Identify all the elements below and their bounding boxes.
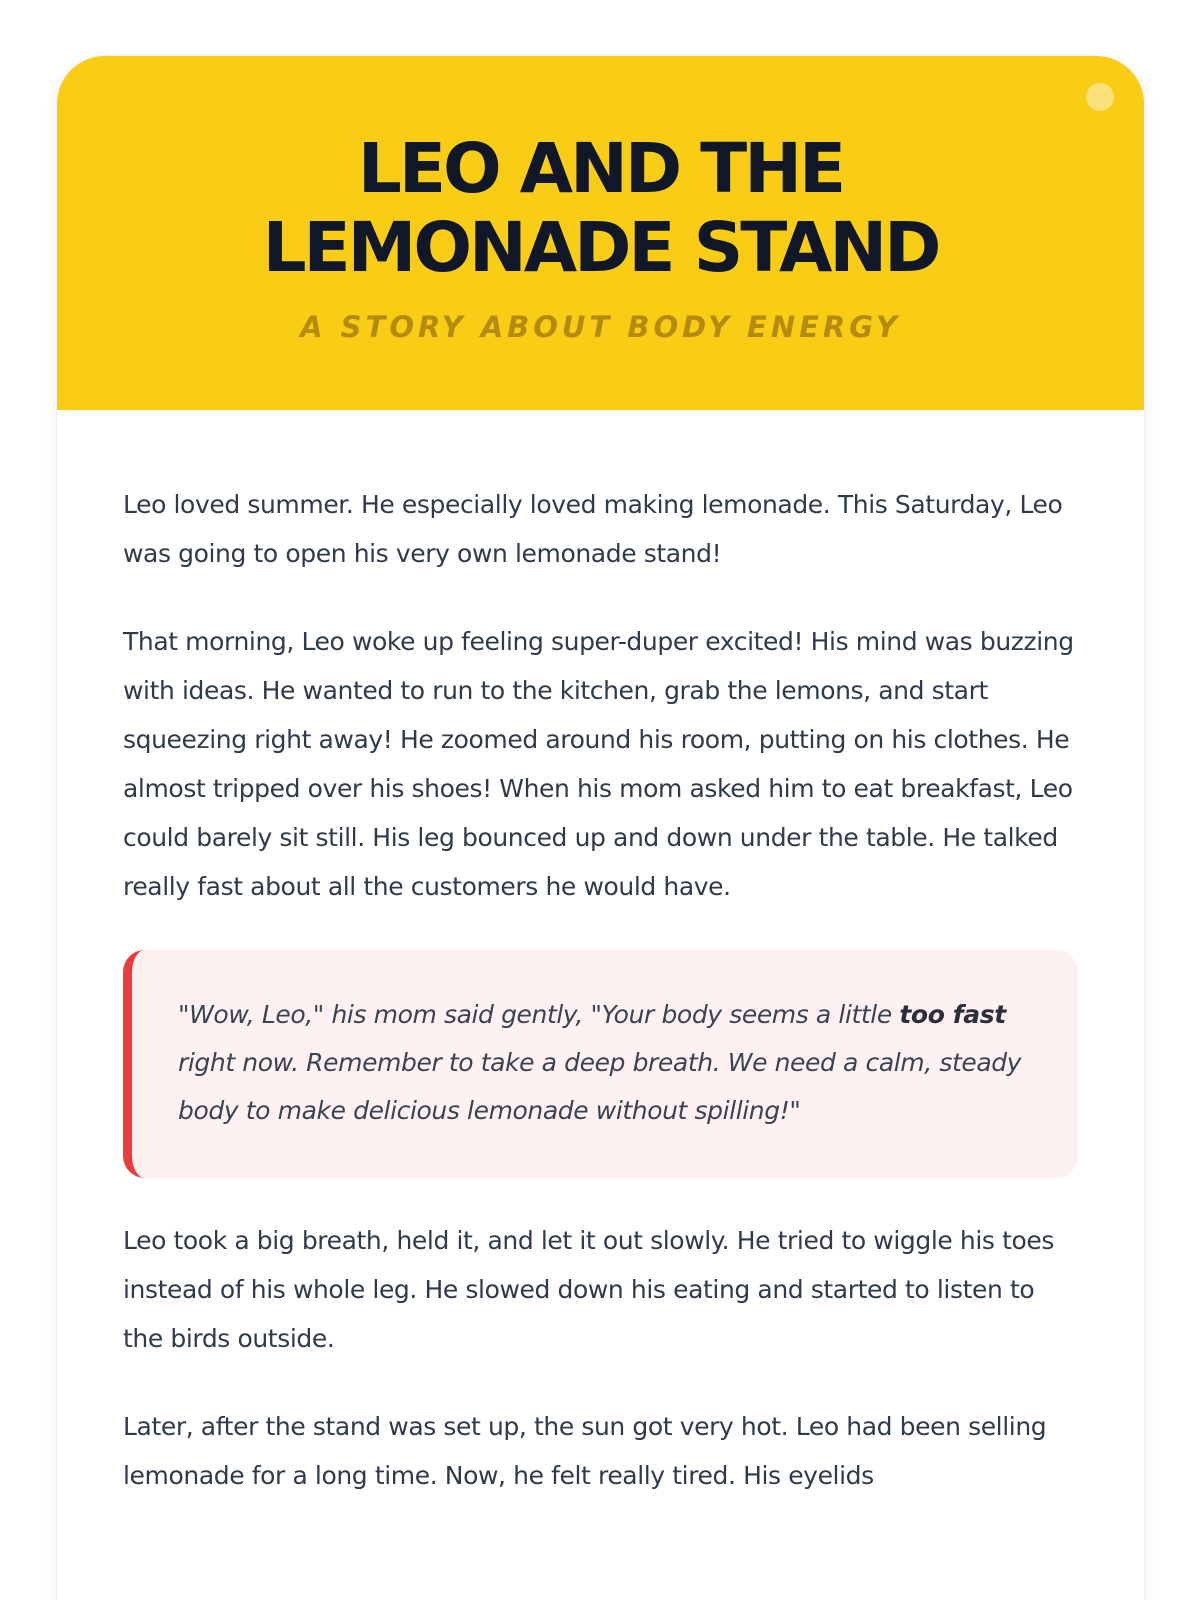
quote-emphasis: too fast xyxy=(899,1000,1006,1029)
mom-quote-text xyxy=(178,991,1034,1135)
story-header xyxy=(57,56,1144,410)
story-title-line-2: LEMONADE STAND xyxy=(262,208,939,288)
story-paragraph-1: Leo loved summer. He especially loved making lemonade. This Saturday, Leo was going to open his very own lemonade stand! xyxy=(123,490,1063,568)
decorative-dot xyxy=(1086,83,1114,111)
mom-quote-callout xyxy=(123,950,1078,1178)
story-paragraph-3: Leo took a big breath, held it, and let it out slowly. He tried to wiggle his toes instead of his whole leg. He slowed down his eating and started to listen to the birds outside. xyxy=(123,1226,1054,1353)
quote-text-before: "Wow, Leo," his mom said gently, "Your body seems a little xyxy=(178,1000,900,1029)
story-title-line-1: LEO AND THE xyxy=(357,129,844,209)
story-subtitle: A STORY ABOUT BODY ENERGY xyxy=(300,310,901,344)
story-body xyxy=(57,410,1144,1500)
story-paragraph-2: That morning, Leo woke up feeling super-duper excited! His mind was buzzing with ideas. He wanted to run to the kitchen, grab the lemons, and start squeezing right away! He zoomed around his room, putting on his clothes. He almost tripped over his shoes! When his mom asked him to eat breakfast, Leo could barely sit still. His leg bounced up and down under the table. He talked really fast about all the customers he would have. xyxy=(123,627,1074,901)
story-title xyxy=(57,130,1144,288)
story-paragraph-4: Later, after the stand was set up, the sun got very hot. Leo had been selling lemonade for a long time. Now, he felt really tired. His eyelids xyxy=(123,1412,1047,1490)
quote-text-after: right now. Remember to take a deep breath. We need a calm, steady body to make delicious lemonade without spilling!" xyxy=(178,1048,1022,1125)
story-card xyxy=(57,56,1144,1600)
